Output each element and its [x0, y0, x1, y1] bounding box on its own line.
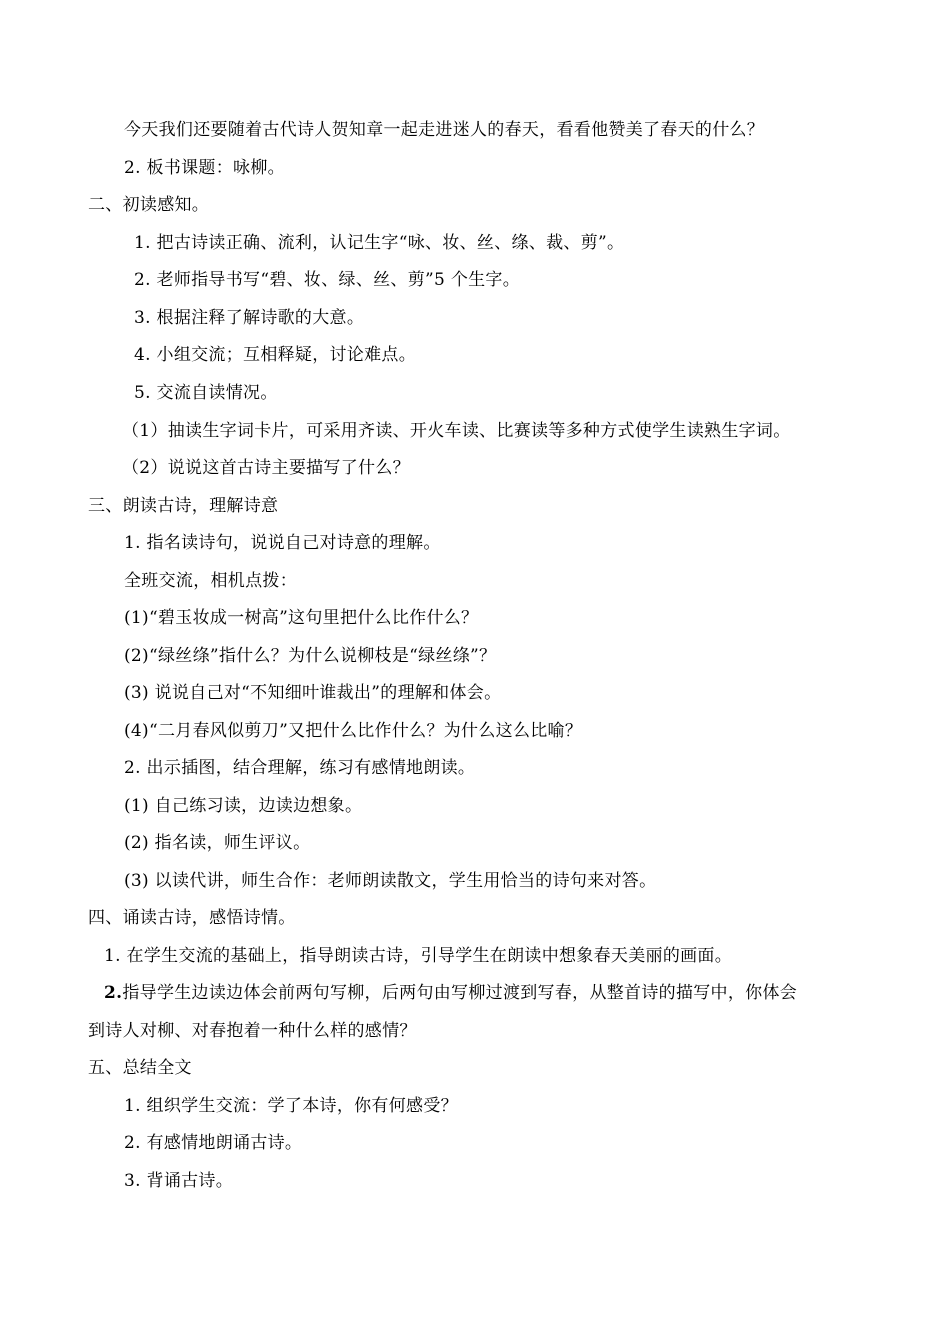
- step-illustration: 2. 出示插图，结合理解，练习有感情地朗读。: [124, 758, 476, 778]
- step-feeling-text: 指导学生边读边体会前两句写柳，后两句由写柳过渡到写春，从整首诗的描写中，你体会: [122, 983, 798, 1003]
- practice-1: (1) 自己练习读，边读边想象。: [124, 796, 363, 816]
- question-4: (4)“二月春风似剪刀”又把什么比作什么？为什么这么比喻？: [124, 721, 583, 741]
- intro-line: 今天我们还要随着古代诗人贺知章一起走进迷人的春天，看看他赞美了春天的什么？: [124, 120, 765, 140]
- class-discussion: 全班交流，相机点拨：: [124, 571, 297, 591]
- section-heading-3: 三、朗读古诗，理解诗意: [88, 496, 279, 516]
- step-read-correct: 1. 把古诗读正确、流利，认记生字“咏、妆、丝、绦、裁、剪”。: [134, 233, 625, 253]
- practice-3: (3) 以读代讲，师生合作：老师朗读散文，学生用恰当的诗句来对答。: [124, 871, 657, 891]
- section-heading-5: 五、总结全文: [88, 1058, 192, 1078]
- question-3: (3) 说说自己对“不知细叶谁裁出”的理解和体会。: [124, 683, 502, 703]
- sub-item-1: （1）抽读生字词卡片，可采用齐读、开火车读、比赛读等多种方式使学生读熟生字词。: [122, 421, 791, 441]
- step-writing-guide: 2. 老师指导书写“碧、妆、绿、丝、剪”5 个生字。: [134, 270, 521, 290]
- step-self-reading: 5. 交流自读情况。: [134, 383, 278, 403]
- section-heading-2: 二、初读感知。: [88, 195, 210, 215]
- step-guided-reading: 1. 在学生交流的基础上，指导朗读古诗，引导学生在朗读中想象春天美丽的画面。: [104, 946, 733, 966]
- step-group-discussion: 4. 小组交流；互相释疑，讨论难点。: [134, 345, 417, 365]
- question-2: (2)“绿丝绦”指什么？为什么说柳枝是“绿丝绦”？: [124, 646, 497, 666]
- summary-2: 2. 有感情地朗诵古诗。: [124, 1133, 303, 1153]
- question-1: (1)“碧玉妆成一树高”这句里把什么比作什么？: [124, 608, 479, 628]
- step-feeling: [104, 982, 797, 1004]
- sub-item-2: （2）说说这首古诗主要描写了什么？: [122, 458, 410, 478]
- step-board-title: 2. 板书课题：咏柳。: [124, 158, 285, 178]
- step-feeling-continued: 到诗人对柳、对春抱着一种什么样的感情？: [88, 1021, 417, 1041]
- step-annotations: 3. 根据注释了解诗歌的大意。: [134, 308, 365, 328]
- summary-3: 3. 背诵古诗。: [124, 1171, 234, 1191]
- step-named-reading: 1. 指名读诗句，说说自己对诗意的理解。: [124, 533, 441, 553]
- summary-1: 1. 组织学生交流：学了本诗，你有何感受？: [124, 1096, 458, 1116]
- section-heading-4: 四、诵读古诗，感悟诗情。: [88, 908, 296, 928]
- practice-2: (2) 指名读，师生评议。: [124, 833, 311, 853]
- bold-number: 2.: [104, 983, 123, 1003]
